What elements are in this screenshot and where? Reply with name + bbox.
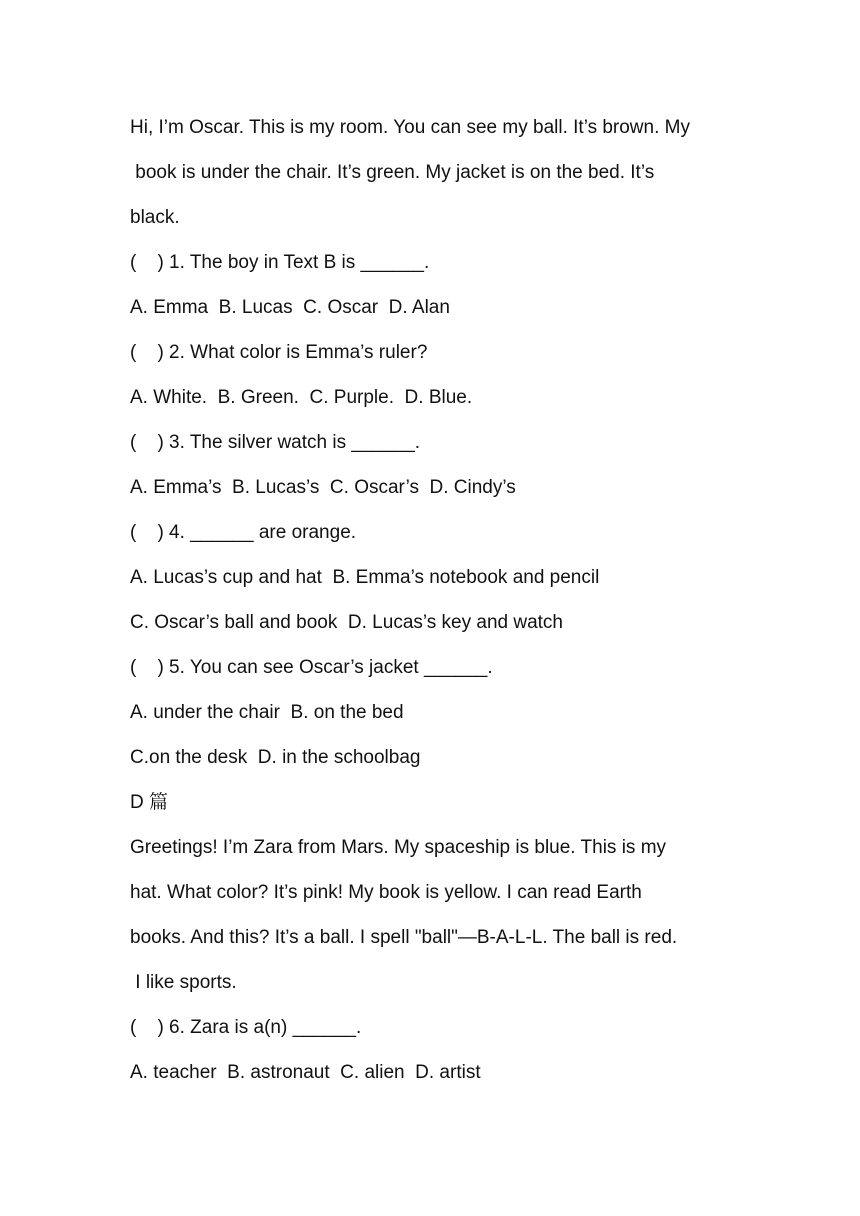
question-1-options: A. Emma B. Lucas C. Oscar D. Alan — [130, 297, 450, 318]
question-2: ( ) 2. What color is Emma’s ruler? — [130, 342, 428, 363]
passage-c-line-2: book is under the chair. It’s green. My jacket is on the bed. It’s — [130, 162, 655, 183]
question-5-options-cd: C.on the desk D. in the schoolbag — [130, 747, 421, 768]
question-6: ( ) 6. Zara is a(n) ______. — [130, 1017, 362, 1038]
passage-c-line-1: Hi, I’m Oscar. This is my room. You can see my ball. It’s brown. My — [130, 117, 690, 138]
passage-d-line-1: Greetings! I’m Zara from Mars. My spaceship is blue. This is my — [130, 837, 667, 858]
question-3: ( ) 3. The silver watch is ______. — [130, 432, 421, 453]
passage-d-line-3: books. And this? It’s a ball. I spell "ball"—B-A-L-L. The ball is red. — [130, 927, 678, 948]
passage-d-line-4: I like sports. — [130, 972, 237, 993]
question-4-options-ab: A. Lucas’s cup and hat B. Emma’s notebook and pencil — [130, 567, 600, 588]
passage-c-line-3: black. — [130, 207, 180, 228]
question-2-options: A. White. B. Green. C. Purple. D. Blue. — [130, 387, 473, 408]
question-6-options: A. teacher B. astronaut C. alien D. artist — [130, 1062, 481, 1083]
question-4-options-cd: C. Oscar’s ball and book D. Lucas’s key and watch — [130, 612, 564, 633]
passage-d-line-2: hat. What color? It’s pink! My book is yellow. I can read Earth — [130, 882, 642, 903]
question-3-options: A. Emma’s B. Lucas’s C. Oscar’s D. Cindy’s — [130, 477, 516, 498]
question-5-options-ab: A. under the chair B. on the bed — [130, 702, 404, 723]
question-4: ( ) 4. ______ are orange. — [130, 522, 357, 543]
document-text-block — [130, 105, 770, 1095]
question-5: ( ) 5. You can see Oscar’s jacket ______. — [130, 657, 493, 678]
section-heading-d: D 篇 — [130, 792, 169, 813]
question-1: ( ) 1. The boy in Text B is ______. — [130, 252, 430, 273]
